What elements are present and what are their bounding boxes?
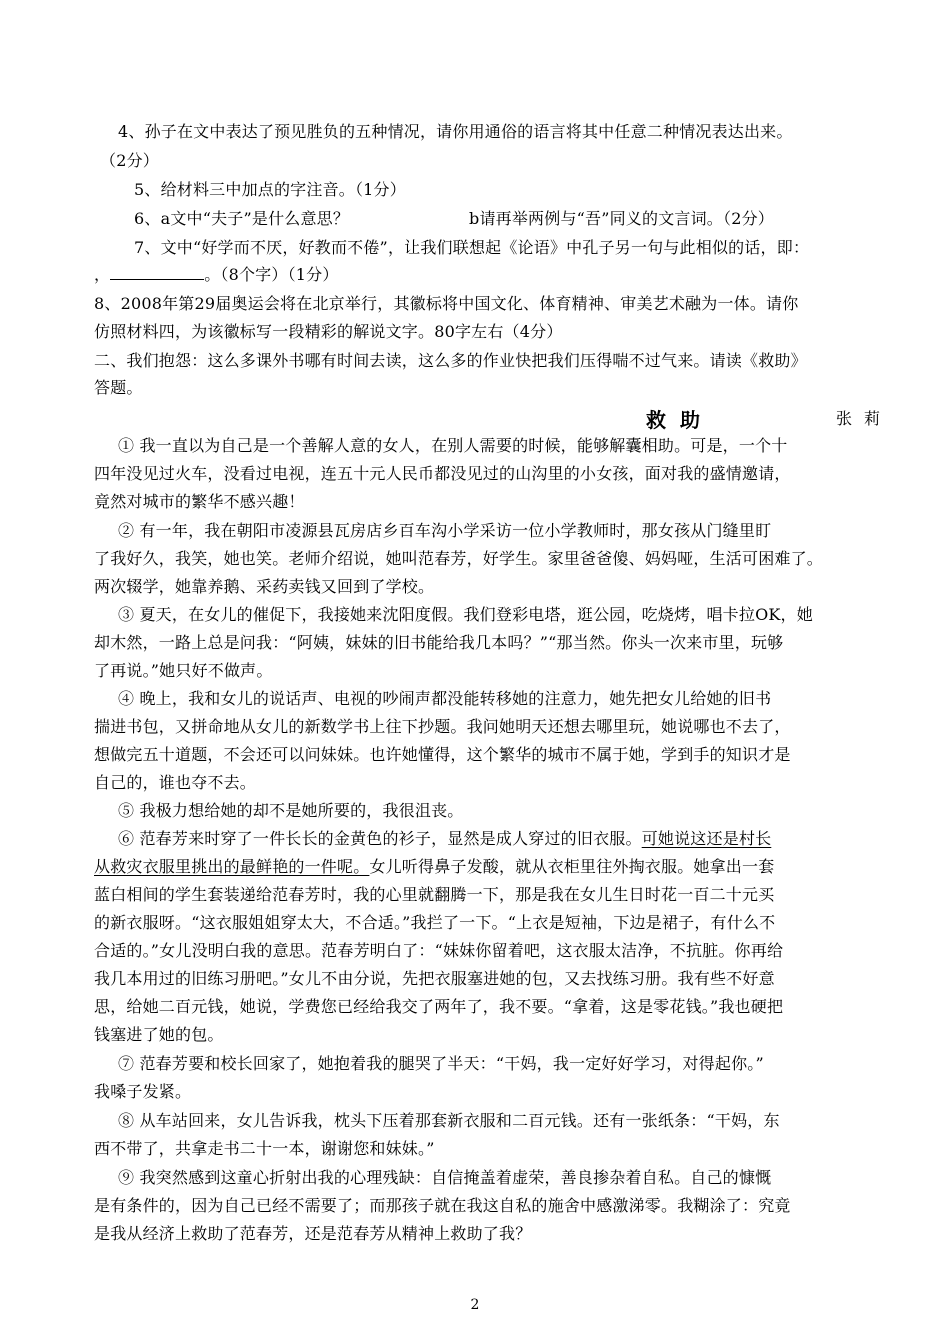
paragraph-6-text: ⑥ 范春芳来时穿了一件长长的金黄色的衫子，显然是成人穿过的旧衣服。 [118,829,642,848]
section-2-intro: 二、我们抱怨：这么多课外书哪有时间去读，这么多的作业快把我们压得喘不过气来。请读《救助》 [94,351,807,370]
paragraph-5: ⑤ 我极力想给她的却不是她所要的，我很沮丧。 [118,801,464,820]
question-6a: 6、a文中“夫子”是什么意思？ [134,209,350,228]
paragraph-9-line-2: 是有条件的，因为自己已经不需要了；而那孩子就在我这自私的施舍中感激涕零。我糊涂了：究竟 [94,1196,791,1215]
underlined-sentence-cont: 从救灾衣服里挑出的最鲜艳的一件呢。 [94,857,370,876]
paragraph-6-line-1 [118,829,771,849]
paragraph-6-line-8: 钱塞进了她的包。 [94,1025,224,1044]
paragraph-2-line-3: 两次辍学，她靠养鹅、采药卖钱又回到了学校。 [94,577,435,596]
paragraph-4-line-4: 自己的，谁也夺不去。 [94,773,257,792]
question-8: 8、2008年第29届奥运会将在北京举行，其徽标将中国文化、体育精神、审美艺术融为一体。请你 [94,294,799,313]
paragraph-6-line-4: 的新衣服呀。“这衣服姐姐穿太大，不合适。”我拦了一下。“上衣是短袖，下边是裙子，有什么不 [94,913,776,932]
question-7-score: 。（8个字）（1分） [204,265,339,284]
question-4-score: （2分） [100,151,159,170]
paragraph-6-line-6: 我几本用过的旧练习册吧。”女儿不由分说，先把衣服塞进她的包，又去找练习册。我有些不好意 [94,969,775,988]
paragraph-8-line-2: 西不带了，共拿走书二十一本，谢谢您和妹妹。” [94,1139,435,1158]
paragraph-6-line-5: 合适的。”女儿没明白我的意思。范春芳明白了：“妹妹你留着吧，这衣服太洁净，不抗脏。你再给 [94,941,784,960]
paragraph-7-line-1: ⑦ 范春芳要和校长回家了，她抱着我的腿哭了半天：“干妈，我一定好好学习，对得起你。” [118,1054,764,1073]
paragraph-6-line-3: 蓝白相间的学生套装递给范春芳时，我的心里就翻腾一下，那是我在女儿生日时花一百二十元买 [94,885,775,904]
paragraph-4-line-2: 揣进书包，又拼命地从女儿的新数学书上往下抄题。我问她明天还想去哪里玩，她说哪也不去了， [94,717,791,736]
paragraph-2-line-2: 了我好久，我笑，她也笑。老师介绍说，她叫范春芳，好学生。家里爸爸傻、妈妈哑，生活可困难了。 [94,549,824,568]
paragraph-3-line-1: ③ 夏天，在女儿的催促下，我接她来沈阳度假。我们登彩电塔，逛公园，吃烧烤，唱卡拉OK，她 [118,605,813,624]
paragraph-3-line-3: 了再说。”她只好不做声。 [94,661,273,680]
question-7-comma: ， [94,265,111,284]
answer-blank[interactable] [110,265,204,280]
paragraph-9-line-3: 是我从经济上救助了范春芳，还是范春芳从精神上救助了我？ [94,1224,532,1243]
question-5: 5、给材料三中加点的字注音。（1分） [134,180,406,199]
page-number: 2 [470,1297,480,1313]
paragraph-1-line-3: 竟然对城市的繁华不感兴趣！ [94,492,305,511]
paragraph-6-line-2 [94,857,774,877]
paragraph-1-line-1: ① 我一直以为自己是一个善解人意的女人，在别人需要的时候，能够解囊相助。可是，一个十 [118,436,788,455]
question-8-cont: 仿照材料四，为该徽标写一段精彩的解说文字。80字左右（4分） [94,322,563,341]
paragraph-6-line-7: 思，给她二百元钱，她说，学费您已经给我交了两年了，我不要。“拿着，这是零花钱。”我也硬把 [94,997,784,1016]
paragraph-7-line-2: 我嗓子发紧。 [94,1082,192,1101]
paragraph-1-line-2: 四年没见过火车，没看过电视，连五十元人民币都没见过的山沟里的小女孩，面对我的盛情邀请， [94,464,791,483]
paragraph-2-line-1: ② 有一年，我在朝阳市凌源县瓦房店乡百车沟小学采访一位小学教师时，那女孩从门缝里盯 [118,521,772,540]
article-author: 张莉 [836,409,893,428]
paragraph-8-line-1: ⑧ 从车站回来，女儿告诉我，枕头下压着那套新衣服和二百元钱。还有一张纸条：“干妈，东 [118,1111,780,1130]
underlined-sentence: 可她说这还是村长 [641,829,772,848]
article-title: 救助 [646,408,714,432]
paragraph-9-line-1: ⑨ 我突然感到这童心折射出我的心理残缺：自信掩盖着虚荣，善良掺杂着自私。自己的慷慨 [118,1168,772,1187]
paragraph-4-line-3: 想做完五十道题，不会还可以问妹妹。也许她懂得，这个繁华的城市不属于她，学到手的知识才是 [94,745,791,764]
question-7: 7、文中“好学而不厌，好教而不倦”，让我们联想起《论语》中孔子另一句与此相似的话，即： [134,238,810,257]
question-7-answer [94,265,339,285]
question-4: 4、孙子在文中表达了预见胜负的五种情况，请你用通俗的语言将其中任意二种情况表达出来。 [118,122,793,141]
paragraph-4-line-1: ④ 晚上，我和女儿的说话声、电视的吵闹声都没能转移她的注意力，她先把女儿给她的旧书 [118,689,772,708]
question-6b: b请再举两例与“吾”同义的文言词。（2分） [469,209,774,228]
paragraph-3-line-2: 却木然，一路上总是问我：“阿姨，妹妹的旧书能给我几本吗？”“那当然。你头一次来市里，玩够 [94,633,784,652]
paragraph-6-text-cont: 女儿听得鼻子发酸，就从衣柜里往外掏衣服。她拿出一套 [369,857,775,876]
section-2-intro-cont: 答题。 [94,378,143,397]
